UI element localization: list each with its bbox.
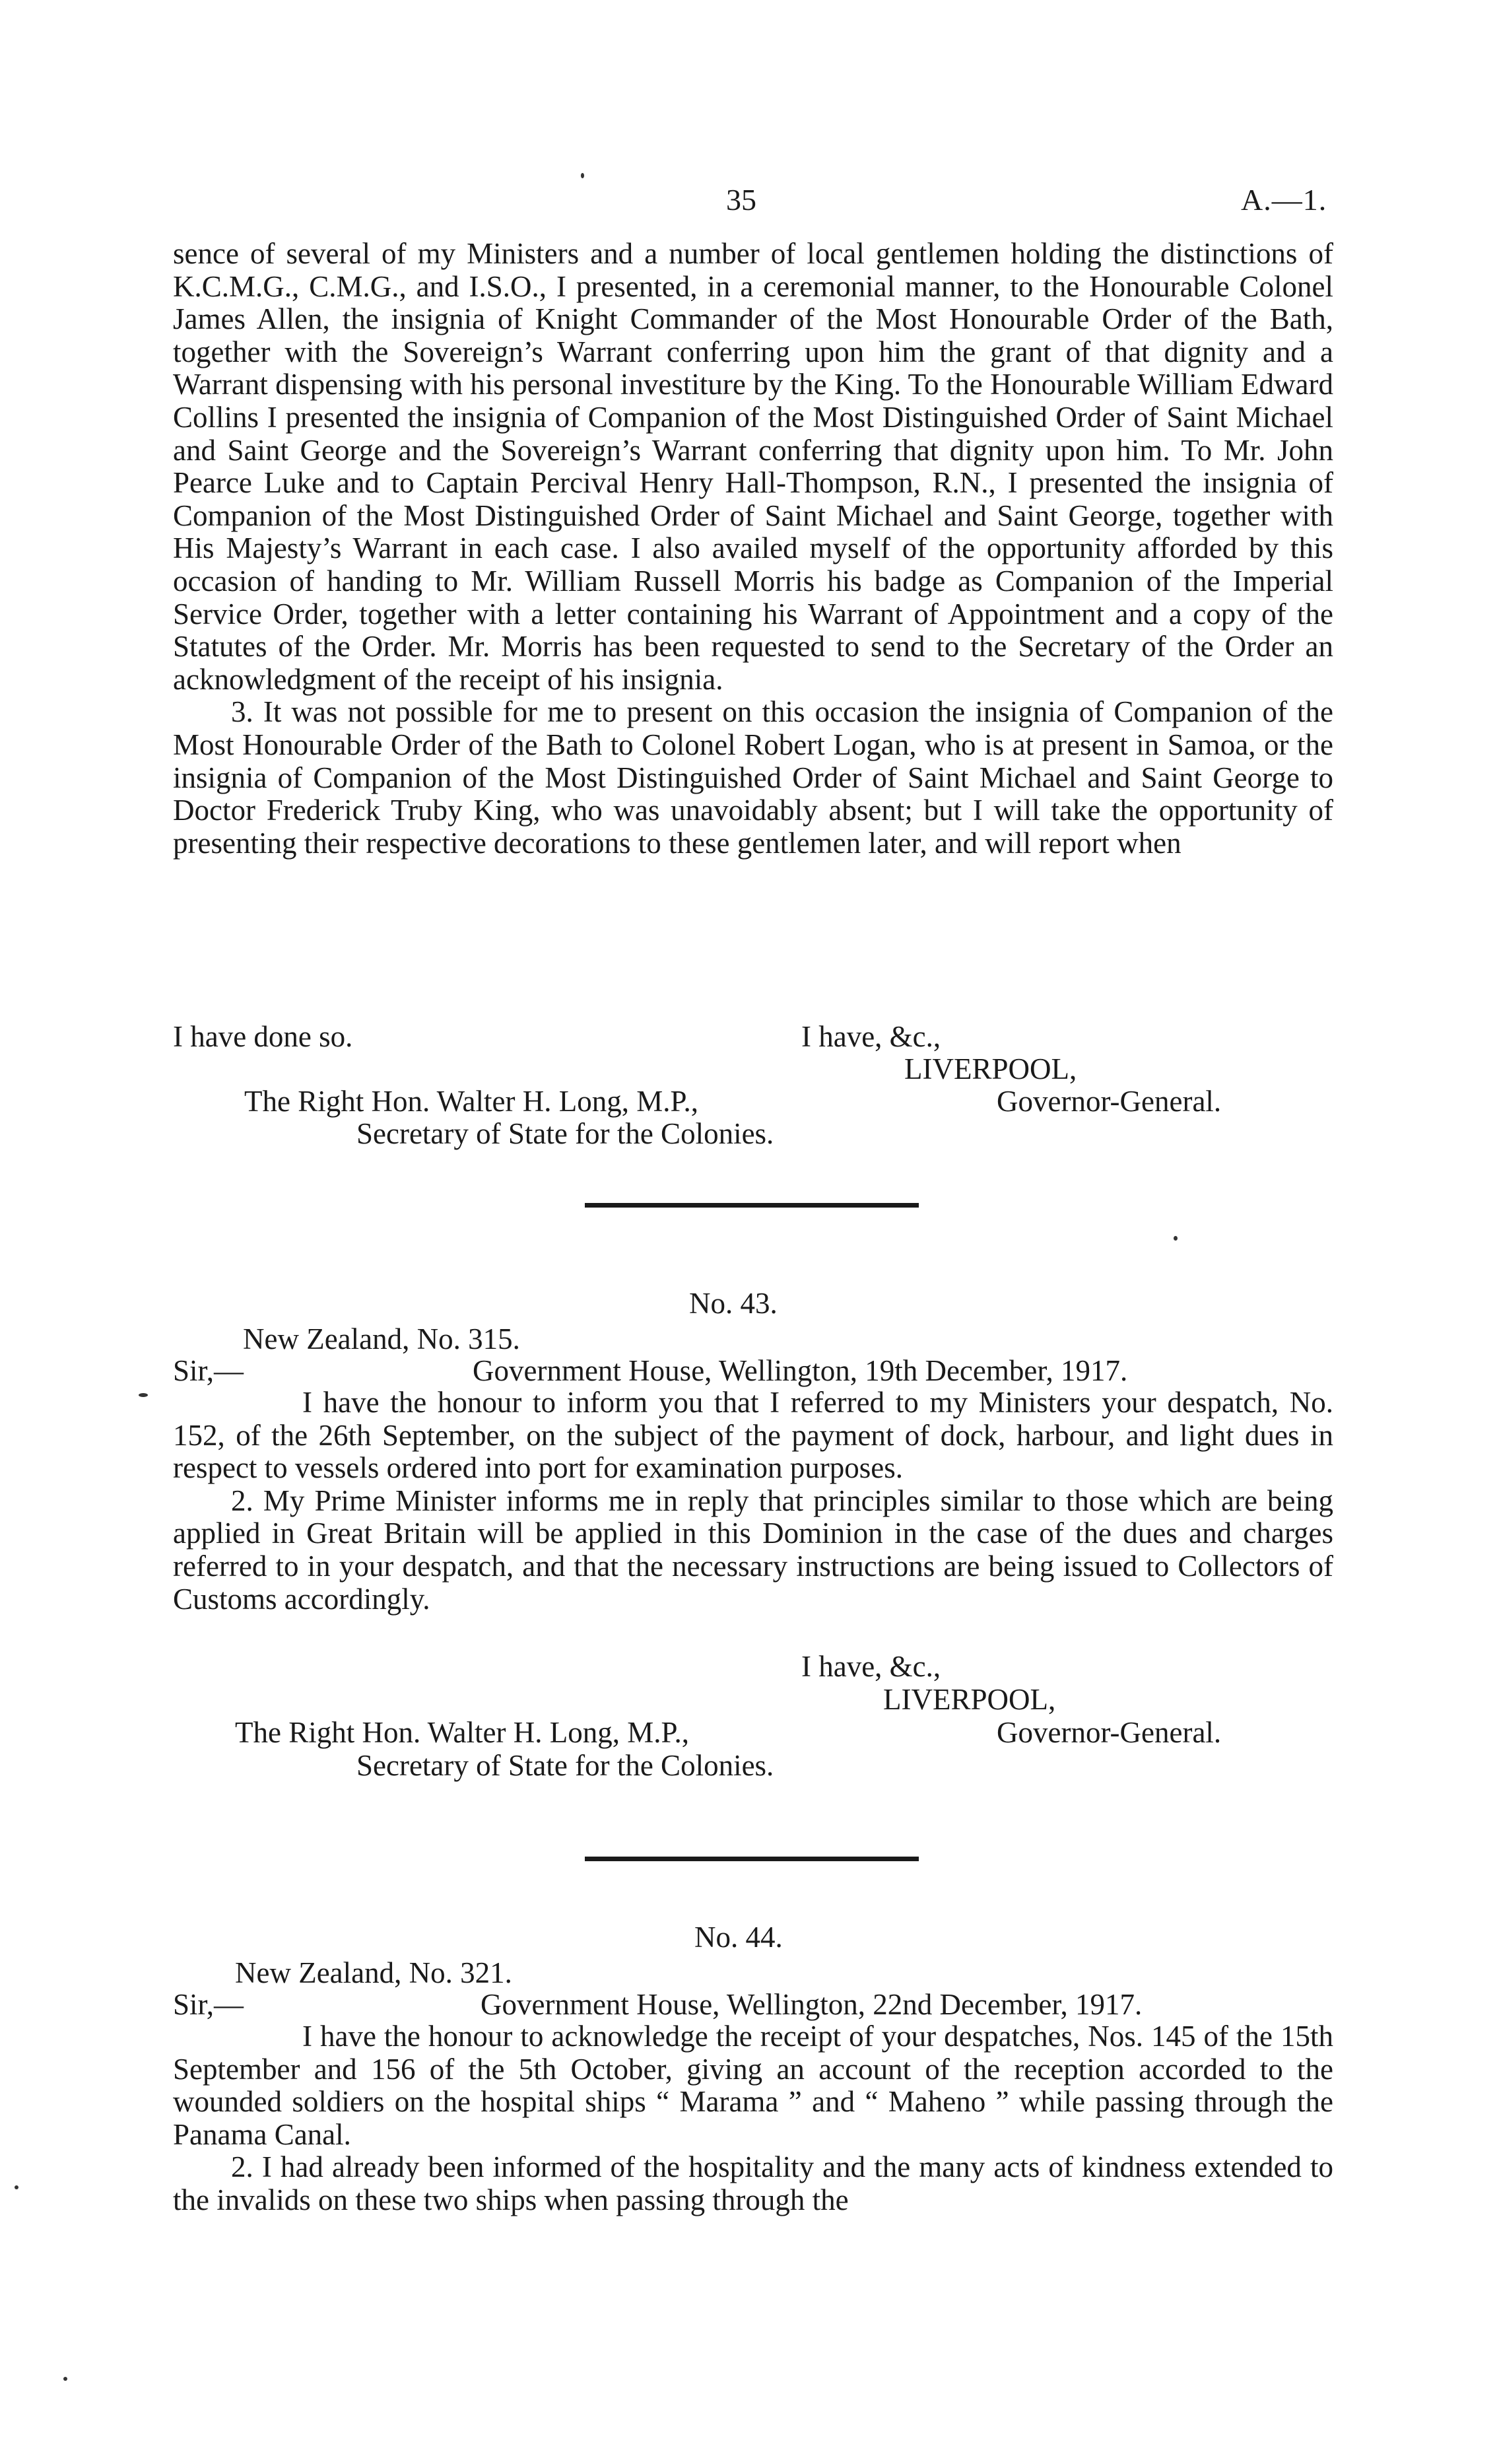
paragraph: 3. It was not possible for me to present on this occasion the insignia of Companion of the Most Honourable Order of the Bath to Colonel Robert Logan, who is at present in Samoa, or the insignia of Companion of the Most Distinguished Order of Saint Michael and Saint George to Doctor Frederick Truby King, who was unavoidably absent; but I will take the opportunity of presenting their respective decorations to these gentlemen later, and will report when <box>173 695 1333 860</box>
scan-speck <box>1174 1236 1178 1241</box>
closing-phrase: I have, &c., <box>801 1020 941 1053</box>
scan-speck <box>139 1393 148 1397</box>
dateline: Government House, Wellington, 22nd December, 1917. <box>481 1988 1143 2021</box>
paragraph: I have the honour to acknowledge the receipt of your despatches, Nos. 145 of the 15th September and 156 of the 5th October, giving an account of the reception accorded to the wounded soldiers on the hospital ships “ Marama ” and “ Maheno ” while passing through the Panama Canal. <box>173 2020 1333 2151</box>
addressee-title: Secretary of State for the Colonies. <box>356 1749 774 1782</box>
letter-body <box>173 2020 1333 2217</box>
closing-line: I have done so. <box>173 1020 353 1053</box>
reference-number: New Zealand, No. 321. <box>235 1956 512 1989</box>
dateline: Government House, Wellington, 19th December, 1917. <box>473 1354 1128 1387</box>
paragraph: sence of several of my Ministers and a number of local gentlemen holding the distinctions of K.C.M.G., C.M.G., and I.S.O., I presented, in a ceremonial manner, to the Honourable Colonel James Allen, the insignia of Knight Commander of the Most Honourable Order of the Bath, together with the Sovereign’s Warrant conferring upon him the grant of that dignity and a Warrant dispensing with his personal investiture by the King. To the Honourable William Edward Collins I presented the insignia of Companion of the Most Distinguished Order of Saint Michael and Saint George and the Sovereign’s Warrant conferring that dignity upon him. To Mr. John Pearce Luke and to Captain Percival Henry Hall-Thompson, R.N., I presented the insignia of Companion of the Most Distinguished Order of Saint Michael and Saint George, together with His Majesty’s Warrant in each case. I also availed myself of the opportunity afforded by this occasion of handing to Mr. William Russell Morris his badge as Companion of the Imperial Service Order, together with a letter containing his Warrant of Appointment and a copy of the Statutes of the Order. Mr. Morris has been requested to send to the Secretary of the Order an acknowledgment of the receipt of his insignia. <box>173 237 1333 696</box>
paragraph: I have the honour to inform you that I referred to my Ministers your despatch, No. 152, of the 26th September, on the subject of the payment of dock, harbour, and light dues in respect to vessels ordered into port for examination purposes. <box>173 1386 1333 1485</box>
document-number: No. 44. <box>694 1921 783 1954</box>
scan-speck <box>63 2377 67 2381</box>
salutation: Sir,— <box>173 1354 244 1387</box>
page-number: 35 <box>726 183 756 217</box>
paragraph: 2. I had already been informed of the hospitality and the many acts of kindness extended to the invalids on these two ships when passing through the <box>173 2150 1333 2216</box>
signature: LIVERPOOL, <box>904 1052 1077 1085</box>
letter-body <box>173 1386 1333 1616</box>
closing-phrase: I have, &c., <box>801 1650 941 1683</box>
signature: LIVERPOOL, <box>883 1683 1056 1716</box>
addressee: The Right Hon. Walter H. Long, M.P., <box>244 1085 699 1118</box>
continuation-text <box>173 238 1333 860</box>
section-divider <box>585 1857 919 1861</box>
document-number: No. 43. <box>689 1287 778 1320</box>
series-label: A.—1. <box>1241 183 1327 217</box>
signature-title: Governor-General. <box>997 1085 1222 1118</box>
signature-title: Governor-General. <box>997 1716 1222 1749</box>
scan-speck <box>581 173 584 178</box>
reference-number: New Zealand, No. 315. <box>243 1322 520 1355</box>
paragraph: 2. My Prime Minister informs me in reply that principles similar to those which are being applied in Great Britain will be applied in this Dominion in the case of the dues and charges referred to in your despatch, and that the necessary instructions are being issued to Collectors of Customs accordingly. <box>173 1484 1333 1616</box>
section-divider <box>585 1203 919 1208</box>
scan-speck <box>15 2185 18 2189</box>
addressee: The Right Hon. Walter H. Long, M.P., <box>235 1716 690 1749</box>
addressee-title: Secretary of State for the Colonies. <box>356 1117 774 1150</box>
salutation: Sir,— <box>173 1988 244 2021</box>
